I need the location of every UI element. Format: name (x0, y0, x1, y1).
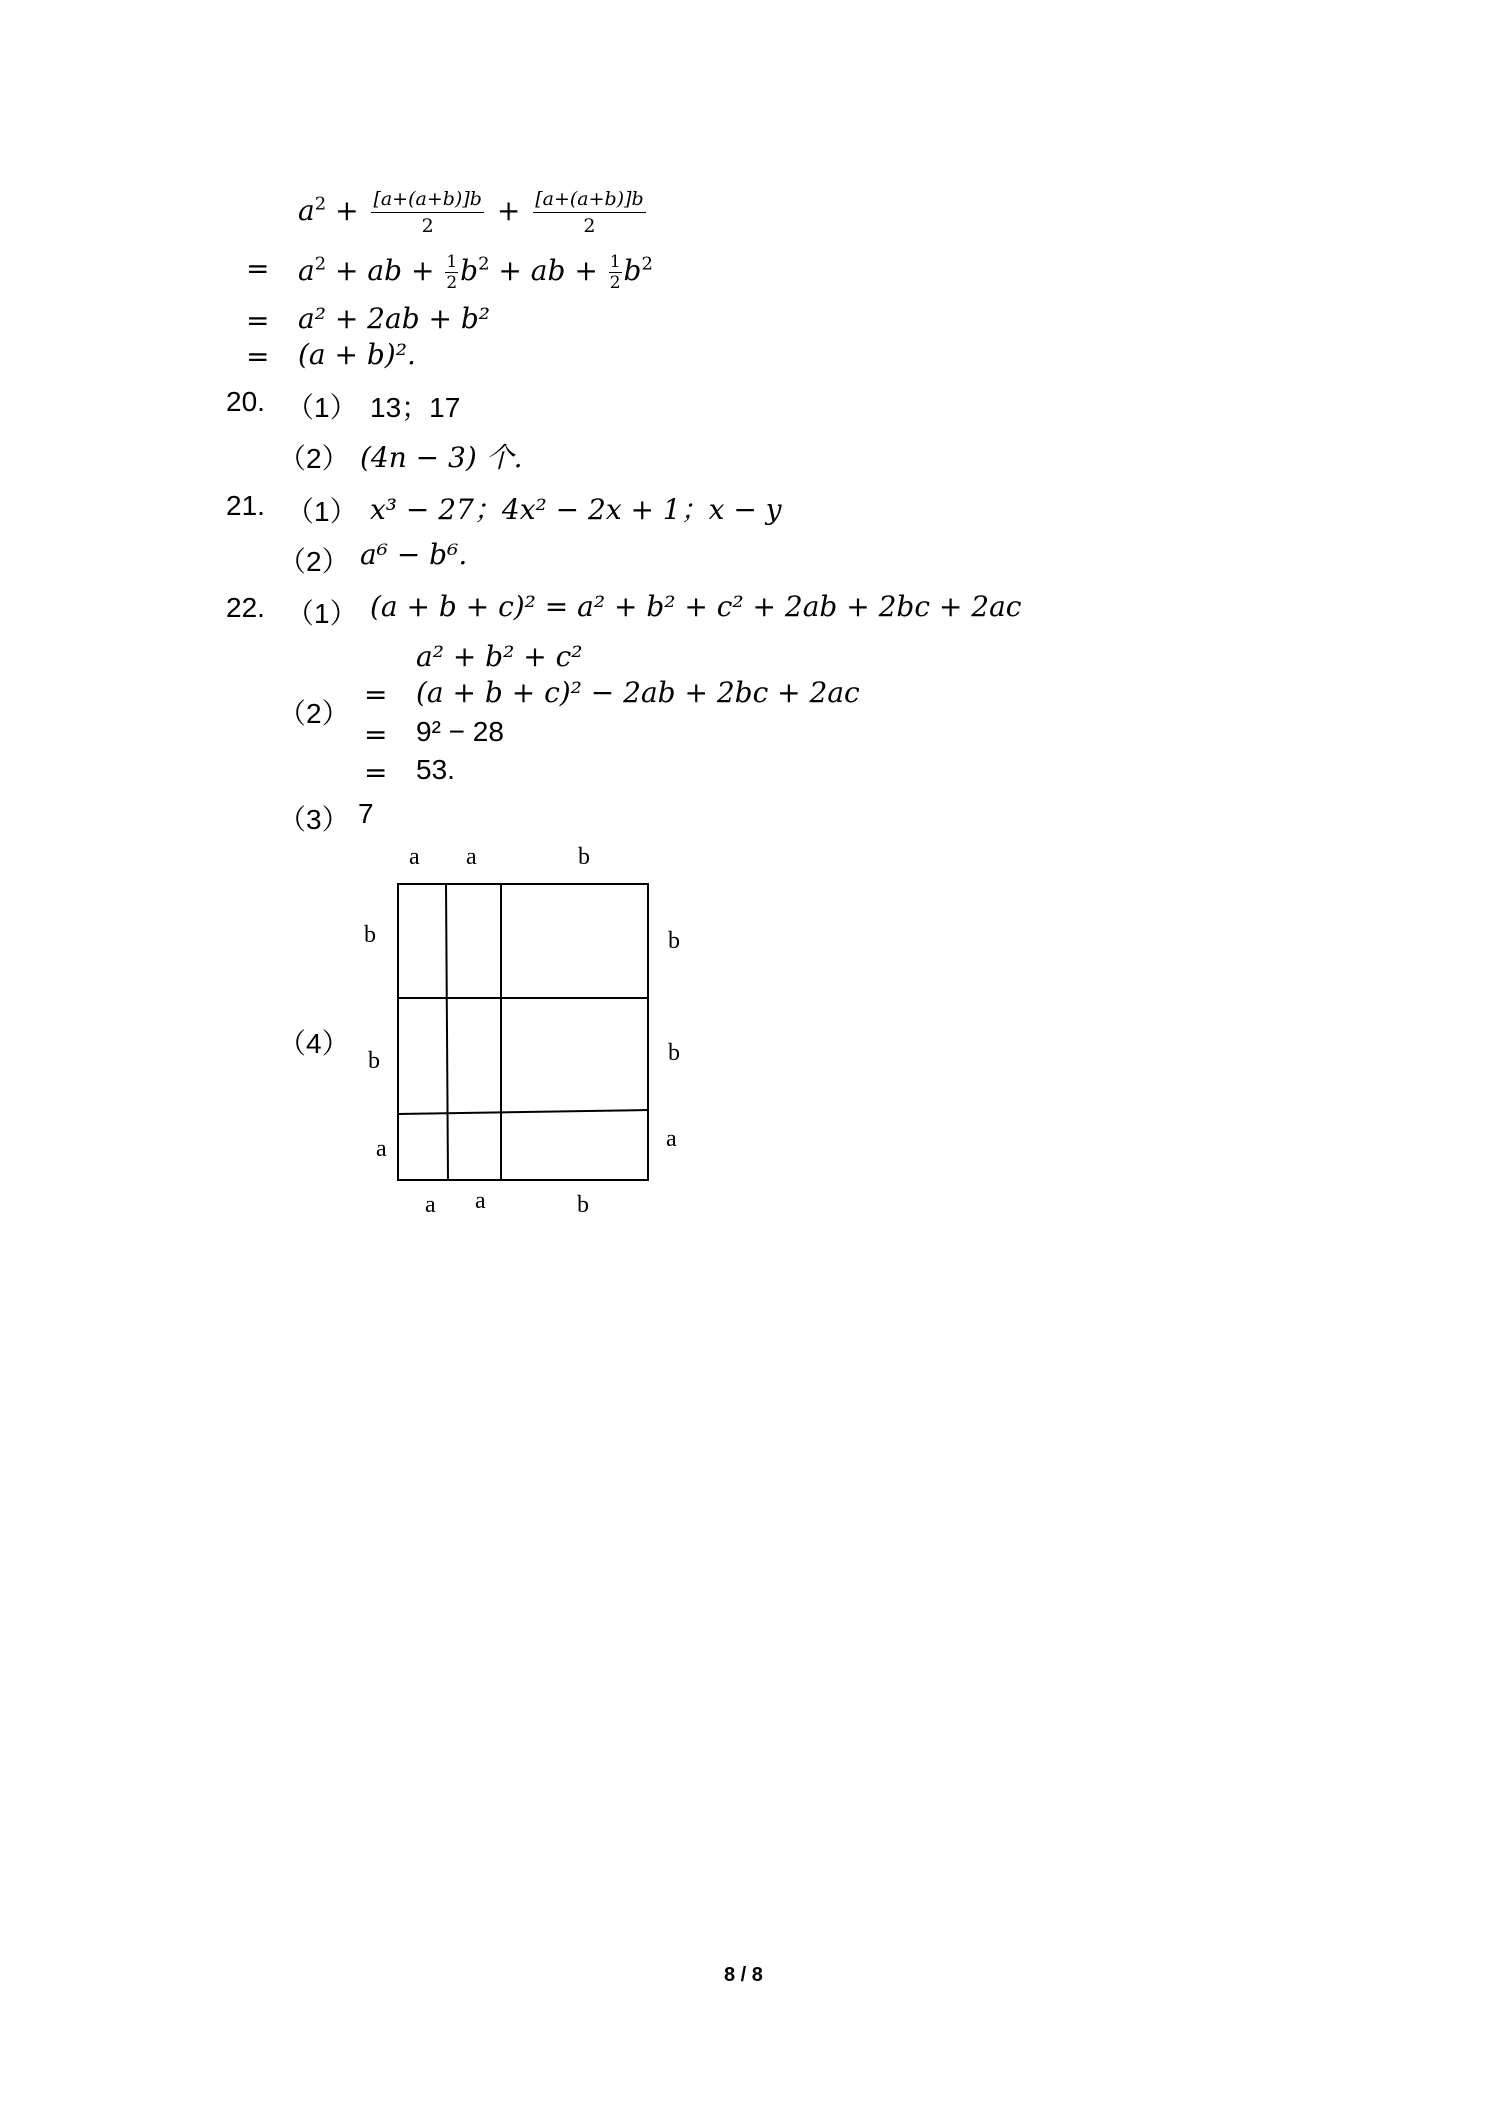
part-label: （4） (278, 1028, 350, 1059)
diagram-bottom-label: a (425, 1192, 436, 1218)
diagram-top-label: b (578, 844, 590, 870)
diagram-left-label: b (368, 1048, 380, 1074)
equals-sign: = (246, 304, 270, 337)
diagram-right-label: a (666, 1126, 677, 1152)
part-label: （1） (286, 392, 358, 423)
diagram-bottom-label: b (577, 1192, 589, 1218)
diagram-left-label: a (376, 1136, 387, 1162)
equals-sign: = (246, 340, 270, 373)
equals-sign: = (246, 252, 270, 285)
equals-sign: = (364, 678, 388, 711)
page-number: 8 / 8 (724, 1964, 763, 1986)
diagram-top-label: a (466, 844, 477, 870)
question-number-21: 21. (226, 490, 265, 521)
part-label: （2） (278, 698, 350, 729)
part-label: （2） (278, 443, 350, 474)
diagram-vline-1 (446, 884, 448, 1180)
diagram-hline-2 (398, 1110, 648, 1114)
part-label: （1） (286, 598, 358, 629)
fraction-2: $\frac{[a+(a+b)]b}{2}$ (535, 188, 644, 237)
proof22-line-3: 9² − 28 (416, 716, 504, 747)
question-number-22: 22. (226, 592, 265, 623)
part-label: （1） (286, 496, 358, 527)
answer-21-1: x³ − 27；4x² − 2x + 1；x − y (370, 493, 782, 526)
proof-line-2: $a^2$ + ab + $\frac{1}{2}$ $b^2$ + ab + $\frac{1}{2}$ $b^2$ (298, 252, 653, 293)
diagram-bottom-label: a (475, 1188, 486, 1214)
diagram-top-label: a (409, 844, 420, 870)
question-number-20: 20. (226, 386, 265, 417)
proof-line-3: a² + 2ab + b² (298, 302, 491, 335)
answer-20-2: (4n − 3) 个. (360, 441, 523, 474)
answer-20-1: 13；17 (370, 392, 461, 423)
answer-22-1: (a + b + c)² = a² + b² + c² + 2ab + 2bc + 2ac (370, 590, 1022, 623)
fraction-1: $\frac{[a+(a+b)]b}{2}$ (373, 188, 482, 237)
proof22-line-1: a² + b² + c² (416, 640, 583, 673)
diagram-outer-square (398, 884, 648, 1180)
proof22-line-2: (a + b + c)² − 2ab + 2bc + 2ac (416, 676, 860, 709)
part-label: （2） (278, 546, 350, 577)
diagram-right-label: b (668, 928, 680, 954)
answer-21-2: a⁶ − b⁶. (360, 538, 468, 571)
proof22-line-4: 53. (416, 754, 455, 785)
proof-line-4: (a + b)². (298, 338, 416, 371)
diagram-right-label: b (668, 1040, 680, 1066)
diagram-left-label: b (364, 922, 376, 948)
answer-22-3: 7 (358, 798, 374, 829)
proof-line-1: $a^2$ + $\frac{[a+(a+b)]b}{2}$ + $\frac{[a+(a+b)]b}{2}$ (298, 188, 644, 237)
equals-sign: = (364, 718, 388, 751)
equals-sign: = (364, 756, 388, 789)
part-label: （3） (278, 804, 350, 835)
